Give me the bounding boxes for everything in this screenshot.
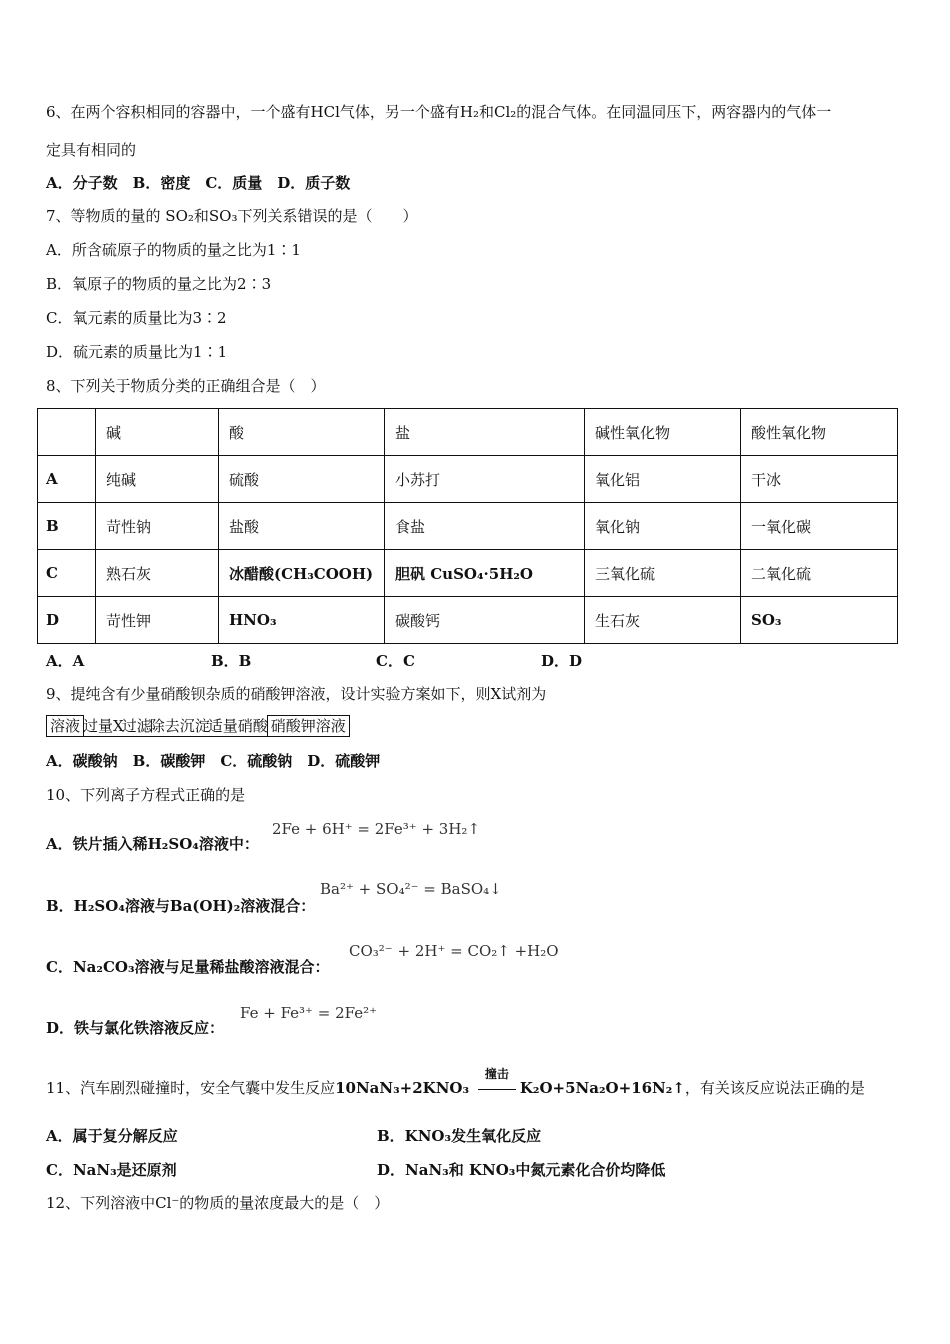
q7-option-a: A．所含硫原子的物质的量之比为1∶1 [46,241,301,259]
table-header: 碱 [96,409,219,456]
table-cell: 苛性钾 [96,597,219,644]
q10-option-c-label: C．Na₂CO₃溶液与足量稀盐酸溶液混合： [46,958,330,976]
q10-stem: 10、下列离子方程式正确的是 [46,786,246,804]
q11-option-a: A．属于复分解反应 [46,1127,178,1145]
flow-step-filter: 过滤 [121,717,152,735]
q11-stem-end: ，有关该反应说法正确的是 [684,1079,865,1097]
q12-stem: 12、下列溶液中Cl⁻的物质的量浓度最大的是（ ） [46,1194,390,1212]
table-cell: C [38,550,96,597]
table-cell: 生石灰 [585,597,741,644]
q11-condition: 撞击 [484,1067,509,1081]
flow-step-remove-precipitate: 除去沉淀 [149,717,210,735]
flow-end-box: 硝酸钾溶液 [267,715,350,737]
q10-option-d-label: D．铁与氯化铁溶液反应： [46,1019,225,1037]
q9-stem: 9、提纯含有少量硝酸钡杂质的硝酸钾溶液，设计实验方案如下，则X试剂为 [46,685,547,703]
q10-option-b-label: B．H₂SO₄溶液与Ba(OH)₂溶液混合： [46,897,316,915]
flow-step-reagent: 过量X [83,717,124,735]
table-row [38,503,898,550]
table-cell: 氧化钠 [585,503,741,550]
q8-option-a: A．A [46,652,85,670]
flow-step-nitric-acid: 适量硝酸 [207,717,268,735]
q10-option-c-equation: CO₃²⁻ + 2H⁺ = CO₂↑ +H₂O [349,942,559,960]
q7-option-c: C．氧元素的质量比为3∶2 [46,309,227,327]
table-cell: 食盐 [385,503,585,550]
q11-stem [46,1067,865,1098]
q6-line2: 定具有相同的 [46,141,137,159]
table-cell: 硫酸 [219,456,385,503]
q11-reactants: 10NaN₃+2KNO₃ [335,1079,470,1097]
q10-option-a-equation: 2Fe + 6H⁺ = 2Fe³⁺ + 3H₂↑ [272,820,481,838]
table-cell: 氧化铝 [585,456,741,503]
table-cell: HNO₃ [219,597,385,644]
q6-options: A．分子数 B．密度 C．质量 D．质子数 [46,174,351,192]
q11-products: K₂O+5Na₂O+16N₂↑ [519,1079,685,1097]
q8-stem: 8、下列关于物质分类的正确组合是（ ） [46,377,326,395]
table-cell: 冰醋酸(CH₃COOH) [219,550,385,597]
classification-table [37,408,898,644]
table-header-row [38,409,898,456]
q8-option-c: C．C [376,652,415,670]
table-header: 盐 [385,409,585,456]
table-header: 酸性氧化物 [741,409,898,456]
q9-options: A．碳酸钠 B．碳酸钾 C．硫酸钠 D．硫酸钾 [46,752,381,770]
table-cell: 苛性钠 [96,503,219,550]
q7-option-b: B．氧原子的物质的量之比为2∶3 [46,275,272,293]
table-cell: 胆矾 CuSO₄·5H₂O [385,550,585,597]
q8-option-d: D．D [541,652,583,670]
table-cell: 一氧化碳 [741,503,898,550]
table-cell: 二氧化硫 [741,550,898,597]
table-cell: 盐酸 [219,503,385,550]
table-cell: 三氧化硫 [585,550,741,597]
table-header: 碱性氧化物 [585,409,741,456]
q9-flow-diagram [46,715,350,739]
table-cell: 熟石灰 [96,550,219,597]
q8-option-b: B．B [211,652,252,670]
table-cell: 小苏打 [385,456,585,503]
q10-option-b-equation: Ba²⁺ + SO₄²⁻ = BaSO₄↓ [320,880,502,898]
q7-stem: 7、等物质的量的 SO₂和SO₃下列关系错误的是（ ） [46,207,418,225]
table-row [38,597,898,644]
q11-option-c: C．NaN₃是还原剂 [46,1161,177,1179]
q6-line1: 6、在两个容积相同的容器中，一个盛有HCl气体，另一个盛有H₂和Cl₂的混合气体。在同温同压下，两容器内的气体一 [46,103,832,121]
table-cell: 碳酸钙 [385,597,585,644]
table-cell: SO₃ [741,597,898,644]
q11-option-b: B．KNO₃发生氧化反应 [377,1127,542,1145]
q11-option-d: D．NaN₃和 KNO₃中氮元素化合价均降低 [377,1161,666,1179]
q7-option-d: D．硫元素的质量比为1∶1 [46,343,228,361]
q11-stem-start: 11、汽车剧烈碰撞时，安全气囊中发生反应 [46,1079,336,1097]
table-cell: B [38,503,96,550]
flow-start-box: 溶液 [46,715,84,737]
table-cell: 干冰 [741,456,898,503]
table-header: 酸 [219,409,385,456]
q10-option-d-equation: Fe + Fe³⁺ = 2Fe²⁺ [240,1004,378,1022]
table-row [38,456,898,503]
table-cell: D [38,597,96,644]
q11-reaction-arrow [478,1067,516,1098]
table-cell: 纯碱 [96,456,219,503]
table-row [38,550,898,597]
table-header [38,409,96,456]
q10-option-a-label: A．铁片插入稀H₂SO₄溶液中： [46,835,259,853]
table-cell: A [38,456,96,503]
